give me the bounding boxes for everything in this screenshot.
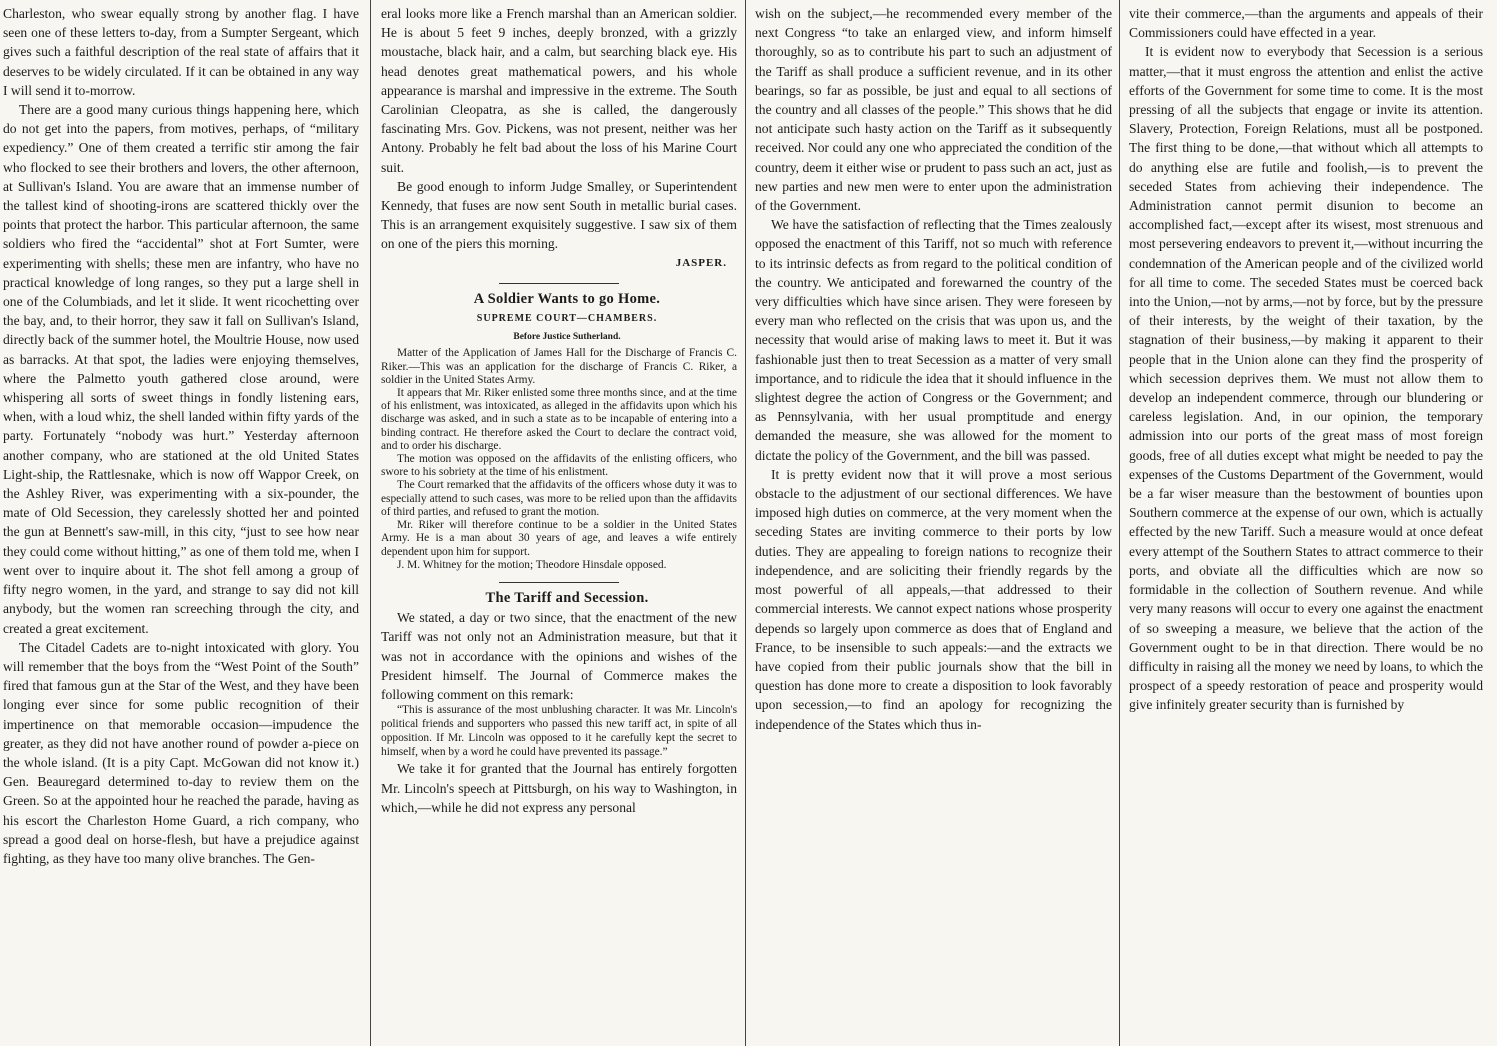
- signature: JASPER.: [675, 256, 727, 269]
- paragraph: vite their commerce,—than the arguments and appeals of their Commissioners could have effected in a year.: [1129, 6, 1483, 41]
- column-3: [755, 4, 1112, 1042]
- paragraph: The motion was opposed on the affidavits of the enlisting officers, who swore to his sobriety at the time of his enlistment.: [381, 453, 737, 479]
- paragraph: There are a good many curious things happening here, which do not get into the papers, from motives, perhaps, of “military expediency.” One of them created a terrific stir among the fair who flocked to see their brothers and lovers, the other afternoon, at Sullivan's Island. You are aware that an immense number of the tallest kind of shooting-irons are scattered thickly over the points that protect the harbor. This particular afternoon, the same soldiers who fired the “accidental” shot at Fort Sumter, were experimenting with shells; these men are infantry, who have no practical knowledge of long ranges, so they put a large shell in one of the Columbiads, and let it slide. It went ricochetting over the bay, and, to their horror, they saw it fall on Sullivan's Island, directly back of the summer hotel, the Moultrie House, now used as barracks. At that spot, the ladies were enjoying themselves, where the Palmetto youth gathered close around, were whispering all sorts of sweet things in fondly listening ears, when, with a loud whiz, the shell landed within fifty yards of the party. Fortunately “nobody was hurt.” Yesterday afternoon another company, who are stationed at the old United States Light-ship, the Rattlesnake, which is now off Wappor Creek, on the Ashley River, was experimenting with a six-pounder, the mate of Old Secession, they carelessly shotted her and pointed the gun at Bennett's saw-mill, in this city, “just to see how near they could come without hitting,” as one of them told me, when I went over to inquire about it. The shot fell among a group of fifty negro women, in the yard, and strange to say did not kill anybody, but the women ran screeching through the city, and created a great excitement.: [3, 102, 359, 636]
- justice-subhead: Before Justice Sutherland.: [513, 332, 621, 343]
- paragraph: Mr. Riker will therefore continue to be a soldier in the United States Army. He is a man about 30 years of age, and leaves a wife entirely dependent upon him for support.: [381, 519, 737, 558]
- paragraph: eral looks more like a French marshal than an American soldier. He is about 5 feet 9 inches, deeply bronzed, with a grizzly moustache, black hair, and a calm, but searching black eye. His head denotes great mathematical powers, and his whole appearance is marshal and impressive in the extreme. The South Carolinian Cleopatra, as she is called, the dangerously fascinating Mrs. Gov. Pickens, was not present, neither was her Antony. Probably he felt bad about the loss of his Marine Court suit.: [381, 6, 737, 175]
- article-headline: The Tariff and Secession.: [485, 589, 649, 606]
- paragraph: It appears that Mr. Riker enlisted some three months since, and at the time of his enlistment, was intoxicated, as alleged in the affidavits upon which his discharge was asked, and in such a state as to be incapable of entering into a binding contract. He therefore asked the Court to declare the contract void, and to order his discharge.: [381, 387, 737, 452]
- quotation: “This is assurance of the most unblushing character. It was Mr. Lincoln's political friends and supporters who passed this new tariff act, in spite of all opposition. If Mr. Lincoln was opposed to it he carefully kept the secret to himself, when by a word he could have prevented its passage.”: [381, 704, 737, 758]
- paragraph: Matter of the Application of James Hall for the Discharge of Francis C. Riker.—This was an application for the discharge of Francis C. Riker, a soldier in the United States Army.: [381, 347, 737, 386]
- paragraph: It is pretty evident now that it will prove a most serious obstacle to the adjustment of our sectional differences. We have imposed high duties on commerce, at the very moment when the seceding States are inviting commerce to their ports by low duties. They are appealing to foreign nations to recognize their independence, and are soliciting their friendly regards by the most powerful of all appeals,—that addressed to their commercial interests. We cannot expect nations whose prosperity depends so largely upon commerce as does that of England and France, to be insensible to such appeals:—and the extracts we have copied from their public journals show that the bill in question has done more to create a disposition to look favorably upon secession,—to find an apology for recognizing the independence of the States which thus in-: [755, 466, 1112, 732]
- column-rule: [1119, 0, 1120, 1046]
- column-1: [3, 4, 359, 1042]
- paragraph: We have the satisfaction of reflecting that the Times zealously opposed the enactment of this Tariff, not so much with reference to its intrinsic defects as from regard to the political condition of the country. We anticipated and forewarned the country of the very difficulties which have since arisen. They were foreseen by every man who reflected on the crisis that was upon us, and the necessity that would arise of making laws to meet it. But it was fashionable just then to treat Secession as a matter of very small importance, and to ridicule the idea that it should influence in the slightest degree the action of Congress or the Government; and as Pennsylvania, with her usual promptitude and energy demanded the measure, she was allowed for the moment to dictate the policy of the Government, and the bill was passed.: [755, 217, 1112, 463]
- paragraph: We take it for granted that the Journal has entirely forgotten Mr. Lincoln's speech at Pittsburgh, on his way to Washington, in which,—while he did not express any personal: [381, 761, 737, 815]
- paragraph: It is evident now to everybody that Secession is a serious matter,—that it must engross the attention and enlist the active efforts of the Government for some time to come. It is the most pressing of all the subjects that engage or invite its attention. Slavery, Protection, Foreign Relations, must all be postponed. The first thing to be done,—that without which all attempts to do anything else are futile and foolish,—is to prevent the seceded States from achieving their independence. The Administration cannot permit disunion to become an accomplished fact,—except after its wisest, most strenuous and most persevering endeavors to prevent it,—without incurring the condemnation of the American people and of the civilized world for all time to come. The seceded States must be coerced back into the Union,—not by arms,—not by force, but by the pressure of their interests, by the weight of their taxation, by the stagnation of their business,—by making it apparent to their people that in the Union alone can they find the prosperity of which secession deprives them. We must not allow them to develop an independent commerce, through our blundering or careless legislation. And, in our opinion, the temporary admission into our ports of the great mass of most foreign goods, free of all duties except what might be needed to pay the expenses of the Customs Department of the Government, would be a far wiser measure than the bestowment of bounties upon Southern commerce at the expense of our own, which is actually effected by the new Tariff. Such a measure would at once defeat every attempt of the Southern States to attract commerce to their ports, and obviate all the difficulties which are now so formidable in the collection of Southern revenue. And while very many reasons will occur to every one against the enactment of so sweeping a measure, we believe that the action of the Government ought to be in that direction. There would be no difficulty in raising all the money we need by loans, to which the prospect of a speedy restoration of peace and prosperity would give infinitely greater security than is furnished by: [1129, 44, 1483, 713]
- paragraph: We stated, a day or two since, that the enactment of the new Tariff was not only not an Administration measure, but that it was not in accordance with the opinions and wishes of the President himself. The Journal of Commerce makes the following comment on this remark:: [381, 610, 737, 702]
- court-subhead: SUPREME COURT—CHAMBERS.: [476, 313, 658, 325]
- paragraph: Charleston, who swear equally strong by another flag. I have seen one of these letters to-day, from a Sumpter Sergeant, which gives such a faithful description of the real state of affairs that it deserves to be widely circulated. If it can be obtained in any way I will send it to-morrow.: [3, 6, 359, 98]
- section-divider: [499, 582, 619, 583]
- article-headline: A Soldier Wants to go Home.: [473, 290, 661, 307]
- paragraph: The Citadel Cadets are to-night intoxicated with glory. You will remember that the boys from the “West Point of the South” fired that famous gun at the Star of the West, and they have been longing ever since for some public recognition of their impertinence on that memorable occasion—impudence the greater, as they did not have another round of powder a-piece on the whole island. (It is a pity Capt. McGowan did not know it.) Gen. Beauregard determined to-day to review them on the Green. So at the appointed hour he reached the parade, having as his escort the Charleston Home Guard, a rich company, who spread a good deal on horse-flesh, but have a prejudice against fighting, as they have too many olive branches. The Gen-: [3, 639, 359, 866]
- paragraph: Be good enough to inform Judge Smalley, or Superintendent Kennedy, that fuses are now sent South in metallic burial cases. This is an arrangement exquisitely suggestive. I saw six of them on one of the piers this morning.: [381, 178, 737, 252]
- paragraph: The Court remarked that the affidavits of the officers whose duty it was to especially attend to such cases, was more to be relied upon than the affidavits of third parties, and refused to grant the motion.: [381, 479, 737, 518]
- column-rule: [745, 0, 746, 1046]
- column-rule: [370, 0, 371, 1046]
- paragraph: wish on the subject,—he recommended every member of the next Congress “to take an enlarged view, and inform himself thoroughly, so as to contribute his part to such an adjustment of the Tariff as shall produce a sufficient revenue, and in its other bearings, so far as possible, be just and equal to all sections of the country and all classes of the people.” This shows that he did not anticipate such hasty action on the Tariff as it subsequently received. Nor could any one who appreciated the condition of the country, deem it either wise or prudent to pass such an act, just as new parties and new men were to enter upon the administration of the Government.: [755, 6, 1112, 214]
- column-4: [1129, 4, 1483, 1042]
- column-2: [381, 4, 737, 1042]
- paragraph: J. M. Whitney for the motion; Theodore Hinsdale opposed.: [397, 558, 667, 571]
- section-divider: [499, 283, 619, 284]
